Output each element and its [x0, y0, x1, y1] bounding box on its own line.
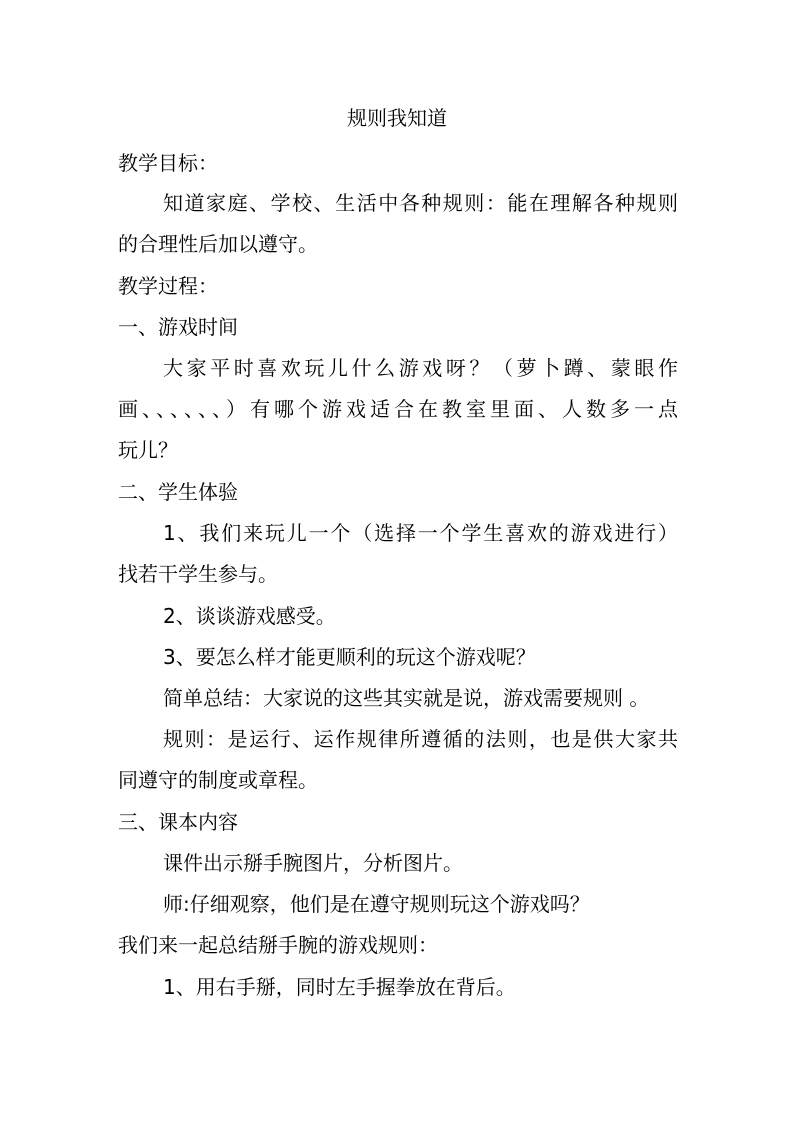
list-item: 3、要怎么样才能更顺利的玩这个游戏呢？ [163, 645, 536, 669]
page-title: 规则我知道 [347, 106, 447, 130]
paragraph-line: 画、、、、、、）有哪个游戏适合在教室里面、人数多一点 [118, 397, 678, 421]
paragraph-line: 师:仔细观察，他们是在遵守规则玩这个游戏吗？ [163, 892, 590, 916]
section-heading-student-experience: 二、学生体验 [118, 480, 238, 504]
definition-line: 同遵守的制度或章程。 [118, 768, 318, 792]
paragraph-line: 的合理性后加以遵守。 [118, 232, 318, 256]
paragraph-line: 课件出示掰手腕图片，分析图片。 [163, 851, 463, 875]
paragraph-line: 找若干学生参与。 [118, 562, 278, 586]
section-heading-process: 教学过程： [118, 274, 218, 298]
paragraph-line: 我们来一起总结掰手腕的游戏规则： [118, 933, 438, 957]
paragraph-line: 玩儿？ [118, 438, 178, 462]
list-item: 1、用右手掰，同时左手握拳放在背后。 [163, 975, 516, 999]
list-item: 2、谈谈游戏感受。 [163, 604, 336, 628]
section-heading-objectives: 教学目标： [118, 151, 218, 175]
paragraph-line: 知道家庭、学校、生活中各种规则：能在理解各种规则 [163, 191, 678, 215]
summary-line: 简单总结：大家说的这些其实就是说，游戏需要规则 。 [163, 686, 650, 710]
paragraph-line: 大家平时喜欢玩儿什么游戏呀？（萝卜蹲、蒙眼作 [163, 356, 678, 380]
list-item: 1、我们来玩儿一个（选择一个学生喜欢的游戏进行） [163, 521, 678, 545]
section-heading-textbook: 三、课本内容 [118, 810, 238, 834]
section-heading-game-time: 一、游戏时间 [118, 315, 238, 339]
definition-line: 规则：是运行、运作规律所遵循的法则，也是供大家共 [163, 727, 678, 751]
